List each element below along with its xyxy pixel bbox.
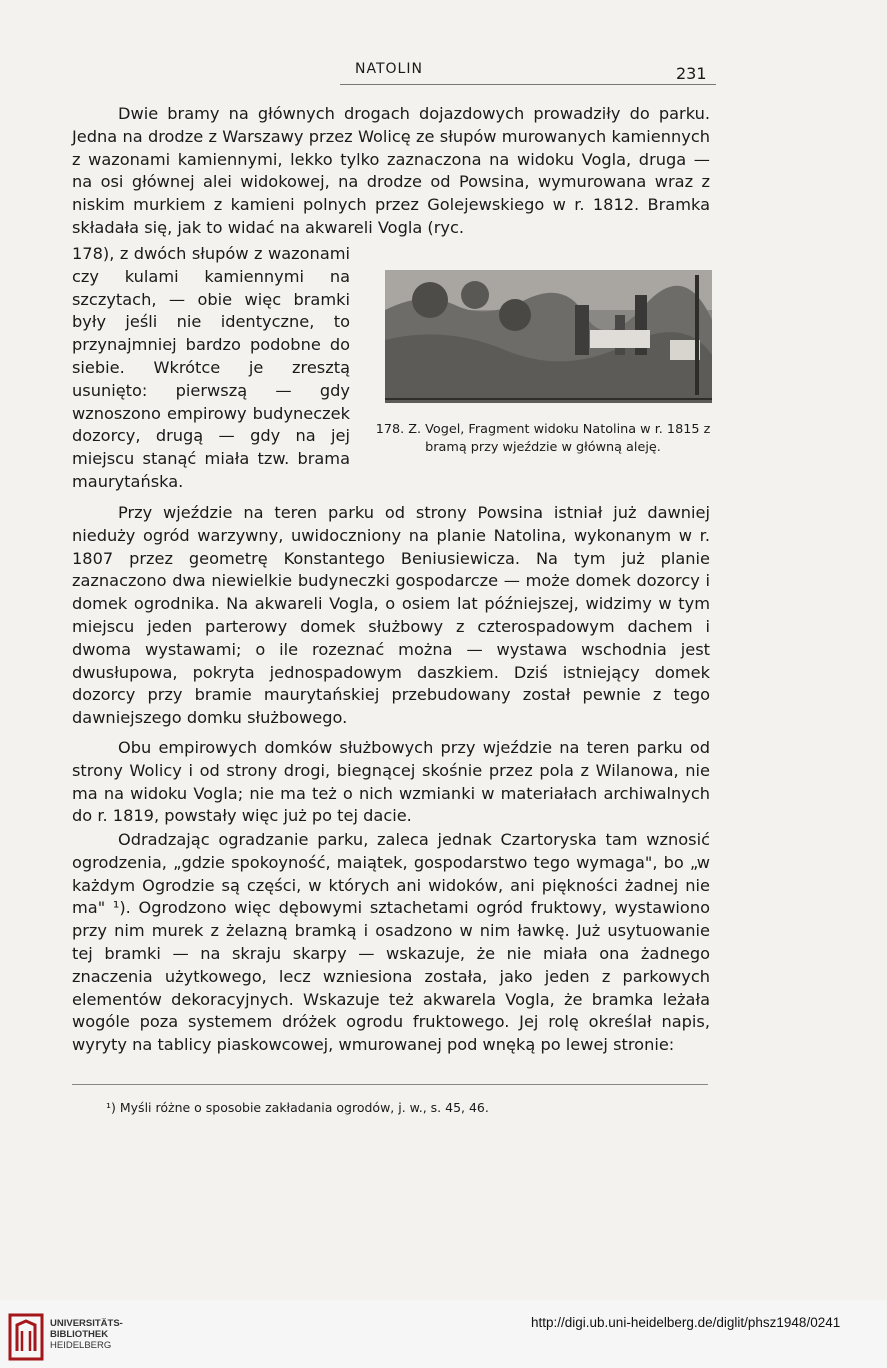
library-footer: [0, 1300, 887, 1368]
header-rule: [340, 84, 716, 85]
page-number: 231: [676, 64, 707, 83]
vogel-watercolor-fragment: [385, 270, 712, 403]
paragraph-1-wrapped: 178), z dwóch słupów z wazonami czy kulami kamiennymi na szczytach, — obie więc bramki były jeśli nie identyczne, to przynajmniej bardzo podobne do siebie. Wkrótce je zresztą usunięto: pierwszą — gdy wznoszono empirowy budyneczek dozorcy, drugą — gdy na jej miejscu stanąć miała tzw. brama maurytańska.: [72, 244, 350, 491]
university-library-logo-icon: [8, 1313, 44, 1361]
paragraph-3: Obu empirowych domków służbowych przy wjeździe na teren parku od strony Wolicy i od strony drogi, biegnącej skośnie przez pola z Wilanowa, nie ma na widoku Vogla; nie ma też o nich wzmianki w materiałach archiwalnych do r. 1819, powstały więc już po tej dacie.: [72, 738, 710, 826]
running-title: NATOLIN: [355, 61, 423, 77]
paragraph-4: Odradzając ogradzanie parku, zaleca jednak Czartoryska tam wznosić ogrodzenia, „gdzie spokoyność, maiątek, gospodarstwo tego wymaga", bo „w każdym Ogrodzie są części, w których ani widoków, ani piękności żadnej nie ma" ¹). Ogrodzono więc dębowymi sztachetami ogród fruktowy, wystawiono przy nim murek z żelazną bramką i osadzono w nim ławkę. Już usytuowanie tej bramki — na skraju skarpy — wskazuje, że nie miała ona żadnego znaczenia użytkowego, lecz wzniesiona została, jako jeden z parkowych elementów dekoracyjnych. Wskazuje też akwarela Vogla, że bramka leżała wogóle poza systemem dróżek ogrodu fruktowego. Jej rolę określał napis, wyryty na tablicy piaskowcowej, wmurowanej pod wnęką po lewej stronie:: [72, 830, 710, 1055]
footnote: [106, 1100, 489, 1115]
footnote-text: Myśli różne o sposobie zakładania ogrodów, j. w., s. 45, 46.: [119, 1100, 489, 1115]
paragraph-1: Dwie bramy na głównych drogach dojazdowych prowadziły do parku. Jedna na drodze z Warszawy przez Wolicę ze słupów murowanych kamiennych z wazonami kamiennymi, lekko tylko zaznaczona na widoku Vogla, druga — na osi głównej alei widokowej, na drodze od Powsina, wymurowana wraz z niskim murkiem z kamieni polnych przez Golejewskiego w r. 1812. Bramka składała się, jak to widać na akwareli Vogla (ryc.: [72, 104, 710, 237]
figure-178-image: [385, 270, 712, 403]
library-name: UNIVERSITÄTS- BIBLIOTHEK HEIDELBERG: [50, 1318, 123, 1351]
permalink-url[interactable]: http://digi.ub.uni-heidelberg.de/diglit/phsz1948/0241: [531, 1315, 841, 1330]
paragraph-2: Przy wjeździe na teren parku od strony Powsina istniał już dawniej nieduży ogród warzywny, uwidoczniony na planie Natolina, wykonanym w r. 1807 przez geometrę Konstantego Beniusiewicza. Na tym już planie zaznaczono dwa niewielkie budyneczki gospodarcze — może domek dozorcy i domek ogrodnika. Na akwareli Vogla, o osiem lat późniejszej, widzimy w tym miejscu jeden parterowy domek służbowy z czterospadowym dachem i dwoma wystawami; o ile rozeznać można — wystawa wschodnia jest dwusłupowa, pokryta jednospadowym daszkiem. Dziś istniejący domek dozorcy przy bramie maurytańskiej przebudowany został pewnie z tego dawniejszego domku służbowego.: [72, 503, 710, 728]
figure-caption: 178. Z. Vogel, Fragment widoku Natolina w r. 1815 z bramą przy wjeździe w główną aleję.: [375, 422, 711, 455]
footnote-rule: [72, 1084, 708, 1085]
footnote-marker: ¹): [106, 1100, 116, 1115]
